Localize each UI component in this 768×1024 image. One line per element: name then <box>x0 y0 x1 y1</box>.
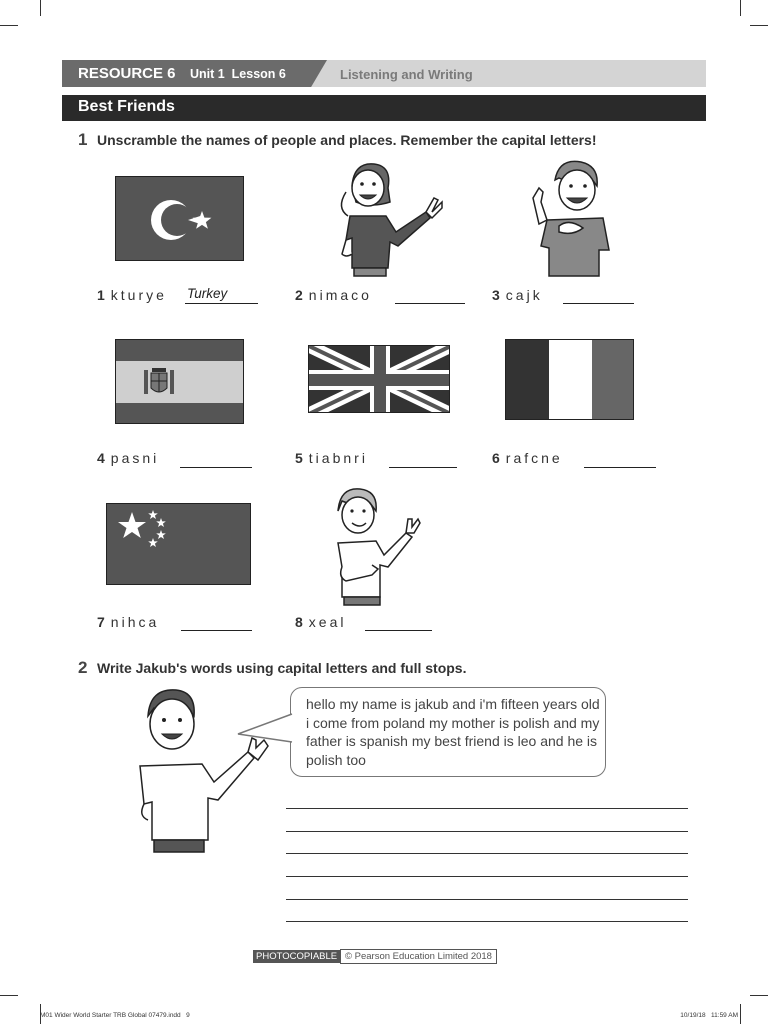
skill-label: Listening and Writing <box>340 67 473 82</box>
writing-line[interactable] <box>286 807 688 809</box>
crop-mark <box>740 1004 741 1024</box>
answer-line[interactable] <box>563 302 634 304</box>
page-title: Best Friends <box>78 98 175 115</box>
speech-bubble-text: hello my name is jakub and i'm fifteen years old i come from poland my mother is polish and my father is spanish my best friend is leo and he is polish too <box>306 696 600 768</box>
exercise-number: 2 <box>78 658 88 677</box>
answer-line[interactable] <box>180 466 252 468</box>
boy-waving-image <box>525 158 615 280</box>
boy-waving-image <box>332 485 424 607</box>
list-item: 5 tiabnri <box>295 450 368 466</box>
writing-line[interactable] <box>286 898 688 900</box>
writing-line[interactable] <box>286 852 688 854</box>
stars-icon <box>107 504 251 585</box>
print-slug: M01 Wider World Starter TRB Global 07479.indd 9 <box>40 1012 190 1019</box>
list-item: 7 nihca <box>97 614 160 630</box>
turkey-flag-image <box>115 176 244 261</box>
union-jack-icon <box>309 346 450 413</box>
crop-mark <box>40 0 41 16</box>
france-flag-image <box>505 339 634 420</box>
resource-label: RESOURCE 6 <box>78 65 176 82</box>
exercise-instruction: Write Jakub's words using capital letters and full stops. <box>97 660 467 676</box>
answer-line[interactable] <box>584 466 656 468</box>
girl-waving-image <box>330 158 445 280</box>
writing-line[interactable] <box>286 830 688 832</box>
list-item: 6 rafcne <box>492 450 563 466</box>
spain-flag-image <box>115 339 244 424</box>
speech-bubble-tail <box>236 712 294 744</box>
copyright-notice: © Pearson Education Limited 2018 <box>340 949 497 964</box>
exercise-instruction: Unscramble the names of people and places. Remember the capital letters! <box>97 132 597 148</box>
crescent-star-icon <box>116 177 244 261</box>
crop-mark <box>750 25 768 26</box>
photocopiable-badge: PHOTOCOPIABLE <box>253 950 340 963</box>
writing-line[interactable] <box>286 920 688 922</box>
list-item: 1 kturye <box>97 287 167 303</box>
crop-mark <box>0 995 18 996</box>
list-item: 3 cajk <box>492 287 543 303</box>
coat-of-arms-icon <box>142 364 176 400</box>
answer-line[interactable] <box>395 302 465 304</box>
exercise-number: 1 <box>78 130 88 149</box>
crop-mark <box>750 995 768 996</box>
answer-line[interactable] <box>365 629 432 631</box>
answer-line[interactable] <box>185 302 258 304</box>
list-item: 2 nimaco <box>295 287 372 303</box>
uk-flag-image <box>308 345 450 413</box>
china-flag-image <box>106 503 251 585</box>
crop-mark <box>0 25 18 26</box>
unit-lesson-label: Unit 1 Lesson 6 <box>190 67 286 81</box>
crop-mark <box>740 0 741 16</box>
list-item: 8 xeal <box>295 614 347 630</box>
example-answer: Turkey <box>187 286 228 301</box>
print-timestamp: 10/19/18 11:59 AM <box>680 1012 738 1019</box>
answer-line[interactable] <box>181 629 252 631</box>
answer-line[interactable] <box>389 466 457 468</box>
list-item: 4 pasni <box>97 450 160 466</box>
writing-line[interactable] <box>286 875 688 877</box>
